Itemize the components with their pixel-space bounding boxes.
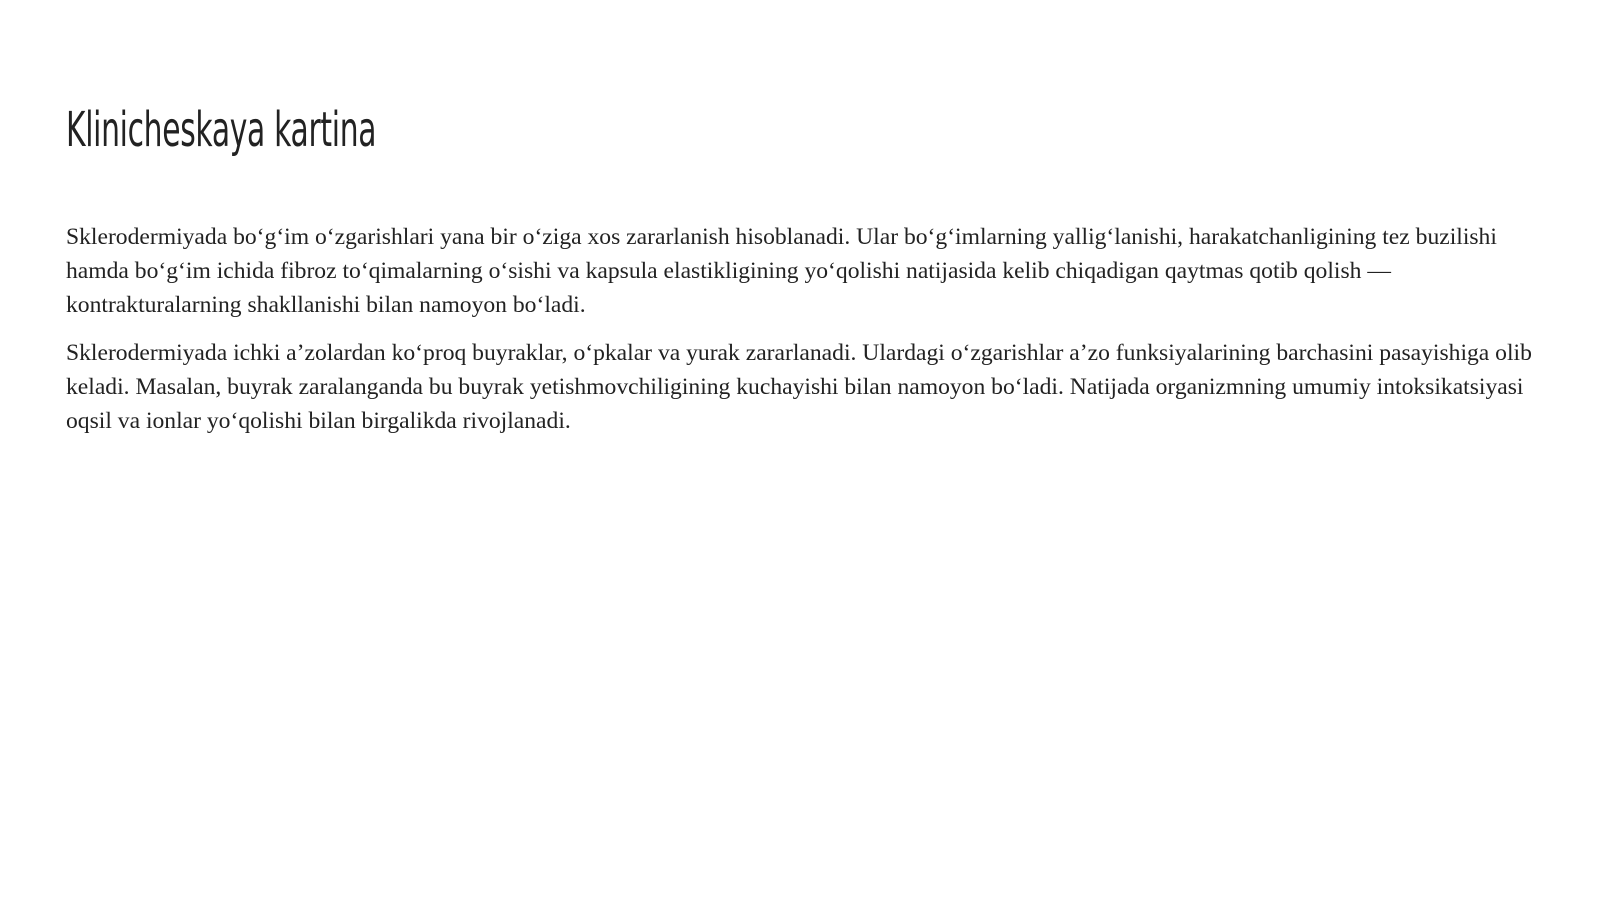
slide-title: Klinicheskaya kartina bbox=[66, 102, 377, 158]
paragraph-joint-changes: Sklerodermiyada bo‘g‘im o‘zgarishlari yana bir o‘ziga xos zararlanish hisoblanadi. Ular bo‘g‘imlarning yallig‘lanishi, harakatchanligining tez buzilishi hamda bo‘g‘im ichida fibroz to‘qimalarning o‘sishi va kapsula elastikligining yo‘qolishi natijasida kelib chiqadigan qaytmas qotib qolish — kontrakturalarning shakllanishi bilan namoyon bo‘ladi. bbox=[66, 224, 1497, 318]
slide-body bbox=[66, 220, 1546, 452]
paragraph-internal-organs: Sklerodermiyada ichki a’zolardan ko‘proq buyraklar, o‘pkalar va yurak zararlanadi. Ulardagi o‘zgarishlar a’zo funksiyalarining barchasini pasayishiga olib keladi. Masalan, buyrak zaralanganda bu buyrak yetishmovchiligining kuchayishi bilan namoyon bo‘ladi. Natijada organizmning umumiy intoksikatsiyasi oqsil va ionlar yo‘qolishi bilan birgalikda rivojlanadi. bbox=[66, 340, 1532, 434]
